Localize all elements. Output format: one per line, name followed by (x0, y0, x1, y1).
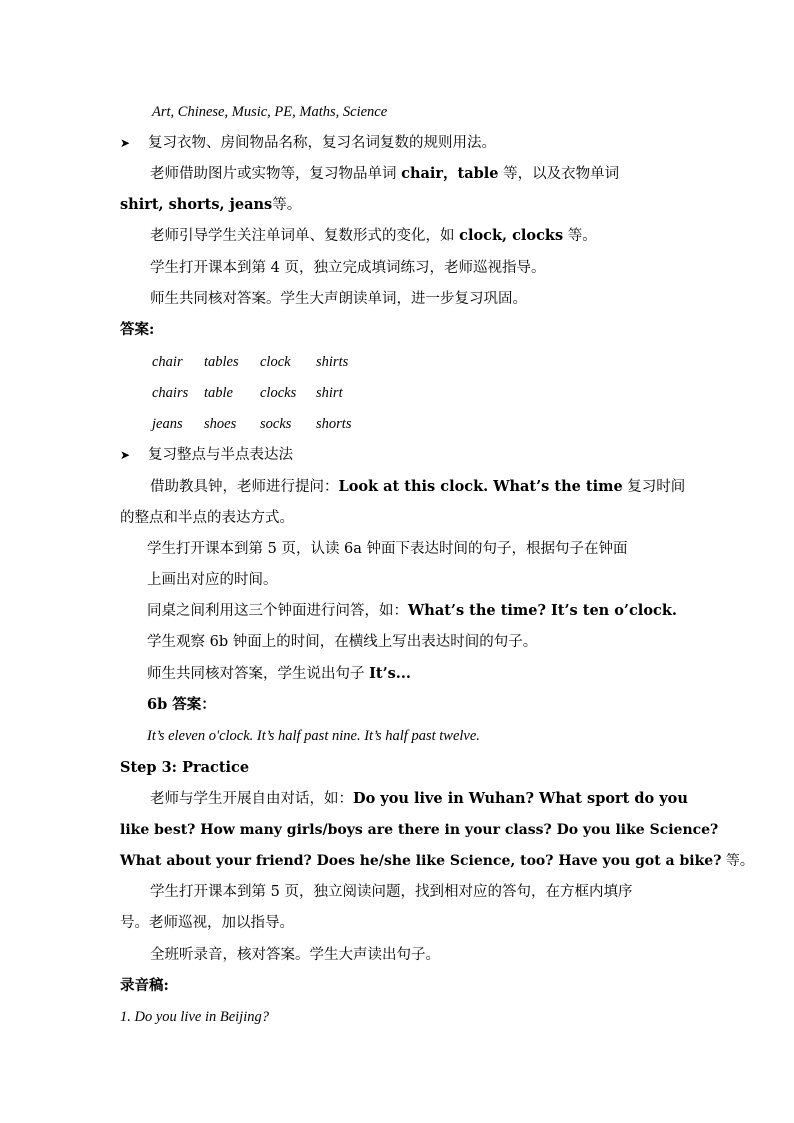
section1-paragraph-4: 师生共同核对答案。学生大声朗读单词，进一步复习巩固。 (150, 291, 527, 307)
answer-word: clock (260, 354, 291, 370)
section2-paragraph-4: 学生观察 6b 钟面上的时间，在横线上写出表达时间的句子。 (147, 634, 538, 650)
section1-paragraph-2: 老师引导学生关注单词单、复数形式的变化，如 clock, clocks 等。 (150, 227, 597, 244)
step3-paragraph-2-cont: 号。老师巡视，加以指导。 (120, 915, 294, 931)
transcript-label: 录音稿: (120, 977, 169, 994)
section2-paragraph-3: 同桌之间利用这三个钟面进行问答，如：What’s the time? It’s ten o’clock. (147, 602, 677, 619)
step3-paragraph-2: 学生打开课本到第 5 页，独立阅读问题，找到相对应的答句，在方框内填序 (150, 884, 633, 900)
answer-word: shirts (316, 354, 349, 370)
answer-word: chair (152, 354, 183, 370)
section2-paragraph-1-cont: 的整点和半点的表达方式。 (120, 510, 294, 526)
answer-word: tables (204, 354, 239, 370)
answer-word: shorts (316, 416, 352, 432)
answer-row (152, 352, 376, 372)
step3-paragraph-1-cont: like best? How many girls/boys are there in your class? Do you like Science? (120, 822, 719, 838)
section2-paragraph-1: 借助教具钟，老师进行提问：Look at this clock. What’s the time 复习时间 (150, 478, 686, 495)
section2-answer-text: It’s eleven o'clock. It’s half past nine. It’s half past twelve. (147, 728, 480, 744)
answer-word: jeans (152, 416, 183, 432)
step3-heading: Step 3: Practice (120, 759, 250, 776)
answer-word: shoes (204, 416, 237, 432)
section1-heading: 复习衣物、房间物品名称，复习名词复数的规则用法。 (148, 135, 496, 151)
answer-word: socks (260, 416, 292, 432)
section2-paragraph-5: 师生共同核对答案，学生说出句子 It’s... (147, 665, 411, 682)
section1-paragraph-3: 学生打开课本到第 4 页，独立完成填词练习，老师巡视指导。 (150, 260, 546, 276)
answer-row (152, 414, 376, 434)
arrow-bullet-icon: ➤ (120, 136, 131, 150)
step3-paragraph-1-cont2: What about your friend? Does he/she like Science, too? Have you got a bike? 等。 (120, 853, 754, 869)
answer-word: table (204, 385, 233, 401)
answer-word: shirt (316, 385, 343, 401)
transcript-line-1: 1. Do you live in Beijing? (120, 1009, 269, 1025)
subjects-line: Art, Chinese, Music, PE, Maths, Science (152, 104, 388, 120)
answer-word: chairs (152, 385, 189, 401)
section1-paragraph-1-cont: shirt, shorts, jeans等。 (120, 196, 302, 213)
answers-label: 答案: (120, 321, 155, 338)
section2-paragraph-2: 学生打开课本到第 5 页，认读 6a 钟面下表达时间的句子，根据句子在钟面 (147, 541, 628, 557)
answer-word: clocks (260, 385, 297, 401)
section2-answer-label: 6b 答案： (147, 696, 216, 713)
arrow-bullet-icon: ➤ (120, 448, 131, 462)
answer-row (152, 383, 376, 403)
step3-paragraph-1: 老师与学生开展自由对话，如：Do you live in Wuhan? What sport do you (150, 790, 688, 807)
section1-paragraph-1: 老师借助图片或实物等，复习物品单词 chair，table 等，以及衣物单词 (150, 165, 620, 182)
section2-heading: 复习整点与半点表达法 (148, 447, 293, 463)
section2-paragraph-2-cont: 上画出对应的时间。 (147, 572, 278, 588)
step3-paragraph-3: 全班听录音，核对答案。学生大声读出句子。 (150, 947, 440, 963)
